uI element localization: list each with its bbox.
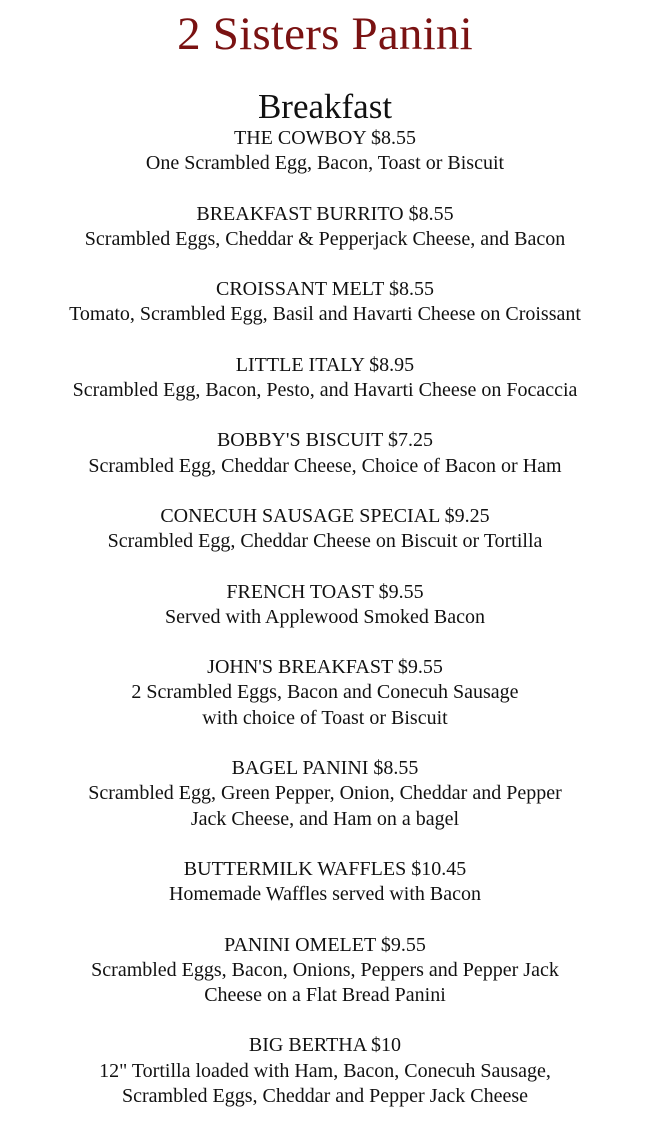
menu-item	[0, 857, 650, 908]
menu-item	[0, 1033, 650, 1109]
menu-item-description: 12" Tortilla loaded with Ham, Bacon, Conecuh Sausage,	[99, 1059, 551, 1082]
menu-item-name: THE COWBOY $8.55	[233, 127, 417, 149]
menu-item	[0, 756, 650, 832]
menu-item	[0, 580, 650, 631]
menu-item-description: Scrambled Egg, Cheddar Cheese, Choice of Bacon or Ham	[88, 454, 562, 477]
menu-item-name: FRENCH TOAST $9.55	[226, 580, 424, 603]
menu-item	[0, 277, 650, 328]
menu-item	[0, 126, 650, 177]
menu-item-description: 2 Scrambled Eggs, Bacon and Conecuh Sausage	[131, 681, 519, 704]
menu-item-description: Tomato, Scrambled Egg, Basil and Havarti Cheese on Croissant	[69, 303, 581, 326]
menu-item-description: Cheese on a Flat Bread Panini	[204, 984, 446, 1007]
menu-item	[0, 202, 650, 253]
restaurant-title: 2 Sisters Panini	[177, 8, 473, 60]
menu-item-name: BUTTERMILK WAFFLES $10.45	[183, 857, 467, 880]
menu-item-description: with choice of Toast or Biscuit	[202, 706, 448, 729]
menu-item-name: PANINI OMELET $9.55	[224, 933, 426, 956]
menu-item	[0, 655, 650, 731]
menu-item-description: Scrambled Eggs, Bacon, Onions, Peppers and Pepper Jack	[91, 958, 559, 981]
menu-item-description: Scrambled Egg, Green Pepper, Onion, Cheddar and Pepper	[88, 782, 562, 805]
menu-item-description: Jack Cheese, and Ham on a bagel	[190, 807, 460, 830]
menu-item-name: CROISSANT MELT $8.55	[215, 278, 434, 301]
menu-item-name: BIG BERTHA $10	[248, 1034, 402, 1057]
menu-item-name: CONECUH SAUSAGE SPECIAL $9.25	[160, 504, 490, 527]
menu-item	[0, 933, 650, 1009]
menu-item-description: Scrambled Eggs, Cheddar and Pepper Jack Cheese	[122, 1085, 528, 1108]
menu-item-name: BOBBY'S BISCUIT $7.25	[216, 429, 434, 452]
menu-item-description: Homemade Waffles served with Bacon	[168, 883, 481, 906]
menu-items-list	[0, 126, 650, 1109]
menu-item-description: Scrambled Egg, Cheddar Cheese on Biscuit or Tortilla	[107, 530, 543, 553]
menu-item-name: JOHN'S BREAKFAST $9.55	[207, 656, 443, 679]
menu-item-name: BAGEL PANINI $8.55	[231, 757, 419, 780]
menu-item	[0, 353, 650, 404]
menu-item	[0, 428, 650, 479]
section-title-breakfast: Breakfast	[257, 87, 393, 126]
menu-item-name: BREAKFAST BURRITO $8.55	[196, 202, 454, 225]
menu-item-description: Scrambled Eggs, Cheddar & Pepperjack Cheese, and Bacon	[84, 227, 566, 250]
menu-item-name: LITTLE ITALY $8.95	[235, 353, 415, 376]
menu-item-description: Served with Applewood Smoked Bacon	[165, 605, 485, 628]
menu-item-description: Scrambled Egg, Bacon, Pesto, and Havarti Cheese on Focaccia	[72, 379, 578, 402]
menu-item	[0, 504, 650, 555]
menu-item-description: One Scrambled Egg, Bacon, Toast or Biscuit	[145, 152, 505, 175]
